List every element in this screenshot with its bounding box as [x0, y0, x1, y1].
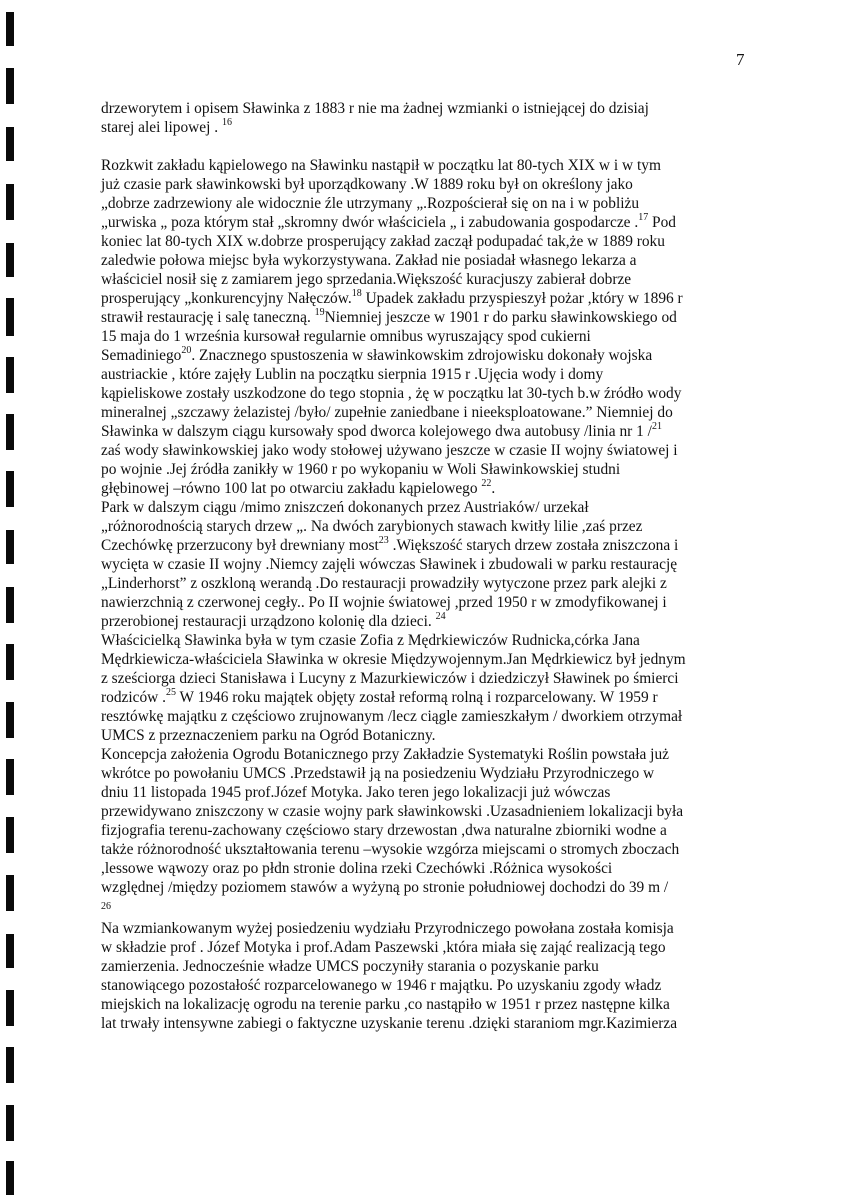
text-line: ,lessowe wąwozy oraz po płdn stronie dolina rzeki Czechówki .Różnica wysokości [101, 860, 613, 877]
text-line: zamierzenia. Jednocześnie władze UMCS poczyniły starania o pozyskanie parku [101, 958, 599, 975]
scan-margin-mark [6, 184, 14, 220]
paragraph [101, 919, 761, 1033]
text-line: względnej /między poziomem stawów a wyżyną po stronie południowej dochodzi do 39 m / [101, 879, 669, 896]
document-body [101, 99, 761, 1033]
scan-margin-mark [6, 817, 14, 853]
text-line: po wojnie .Jej źródła zanikły w 1960 r po wykopaniu w Woli Sławinkowskiej studni [101, 461, 621, 478]
text-line: z sześciorga dzieci Stanisława i Lucyny z Mazurkiewiczów i dziedziczył Sławinek po śmierci [101, 670, 679, 687]
text-line: głębinowej –równo 100 lat po otwarciu zakładu kąpielowego $^{22}$. [101, 478, 496, 497]
text-line: w składzie prof . Józef Motyka i prof.Adam Paszewski ,która miała się zająć realizacją tego [101, 939, 666, 956]
text-line: wkrótce po powołaniu UMCS .Przedstawił ją na posiedzeniu Wydziału Przyrodniczego w [101, 765, 655, 782]
footnote-ref: 25 [165, 687, 176, 698]
text-line: Czechówkę przerzucony był drewniany most$^{23}$ .Większość starych drzew została zniszczona i [101, 535, 679, 554]
text-line: koniec lat 80-tych XIX w.dobrze prosperujący zakład zaczął podupadać tak,że w 1889 roku [101, 233, 665, 250]
text-line: drzeworytem i opisem Sławinka z 1883 r nie ma żadnej wzmianki o istniejącej do dzisiaj [101, 100, 649, 117]
text-line: „różnorodnością starych drzew „. Na dwóch zarybionych stawach kwitły lilie ,zaś przez [101, 518, 643, 535]
scan-margin-mark [6, 127, 14, 161]
text-line: lat trwały intensywne zabiegi o faktyczne uzyskanie terenu .dzięki staraniom mgr.Kazimierza [101, 1015, 678, 1032]
text-line: starej alei lipowej . $^{16}$ [101, 117, 232, 136]
text-line: przerobionej restauracji urządzono kolonię dla dzieci. $^{24}$ [101, 611, 446, 630]
footnote-ref: 22 [481, 478, 492, 489]
paragraph [101, 631, 761, 745]
text-line [101, 897, 761, 919]
scan-margin-mark [6, 414, 14, 450]
text-line: Rozkwit zakładu kąpielowego na Sławinku nastąpił w początku lat 80-tych XIX w i w tym [101, 157, 661, 174]
footnote-ref: 23 [378, 535, 389, 546]
paragraph [101, 745, 761, 919]
text-line: Koncepcja założenia Ogrodu Botanicznego przy Zakładzie Systematyki Roślin powstała już [101, 746, 669, 763]
text-line: zaś wody sławinkowskiej jako wody stołowej używano jeszcze w czasie II wojny światowej i [101, 442, 678, 459]
footnote-ref: 24 [435, 611, 446, 622]
text-line: Mędrkiewicza-właściciela Sławinka w okresie Międzywojennym.Jan Mędrkiewicz był jednym [101, 651, 686, 668]
text-line: resztówkę majątku z częściowo zrujnowanym /lecz ciągle zamieszkałym / dworkiem otrzymał [101, 708, 683, 725]
text-line: „dobrze zadrzewiony ale widocznie źle utrzymany „.Rozpościerał się on na i w pobliżu [101, 195, 640, 212]
scan-margin-mark [6, 1161, 14, 1195]
scan-margin-mark [6, 471, 14, 507]
scan-margin-mark [6, 644, 14, 680]
text-line: UMCS z przeznaczeniem parku na Ogród Botaniczny. [101, 727, 436, 744]
text-line: mineralnej „szczawy żelazistej /było/ zupełnie zaniedbane i nieeksploatowane.” Niemniej do [101, 404, 673, 421]
footnote-ref: 16 [221, 117, 232, 128]
text-line: przewidywano zniszczony w czasie wojny park sławinkowski .Uzasadnieniem lokalizacji była [101, 803, 684, 820]
scan-margin-mark [6, 530, 14, 564]
text-line: rodziców .$^{25}$ W 1946 roku majątek objęty został reformą rolną i rozparcelowany. W 1959 r [101, 687, 658, 706]
text-line: Semadiniego$^{20}$. Znacznego spustoszenia w sławinkowskim zdrojowisku dokonały wojska [101, 345, 653, 364]
text-line: wycięta w czasie II wojny .Niemcy zajęli wówczas Sławinek i zbudowali w parku restaurację [101, 556, 678, 573]
text-line: już czasie park sławinkowski był uporządkowany .W 1889 roku był on określony jako [101, 176, 633, 193]
scan-margin-mark [6, 12, 14, 46]
footnote-ref: 17 [638, 212, 649, 223]
text-line: Właścicielką Sławinka była w tym czasie Zofia z Mędrkiewiczów Rudnicka,córka Jana [101, 632, 640, 649]
text-line: zaledwie połowa miejsc była wykorzystywana. Zakład nie posiadał własnego lekarza a [101, 252, 637, 269]
footnote-ref: 26 [101, 901, 111, 912]
scan-margin-mark [6, 587, 14, 623]
scan-margin-mark [6, 243, 14, 277]
scan-margin-mark [6, 68, 14, 104]
scan-margin-mark [6, 990, 14, 1026]
text-line: stanowiącego pozostałość rozparcelowanego w 1946 r majątku. Po uzyskaniu zgody władz [101, 977, 662, 994]
text-line: właściciel nosił się z zamiarem jego sprzedania.Większość kuracjuszy zabierał dobrze [101, 271, 632, 288]
scan-margin-mark [6, 759, 14, 795]
text-line: strawił restaurację i salę taneczną. $^{19}$Niemniej jeszcze w 1901 r do parku sławinkowskiego od [101, 307, 677, 326]
paragraph [101, 156, 761, 498]
footnote-ref: 21 [651, 421, 662, 432]
text-line: fizjografia terenu-zachowany częściowo stary drzewostan ,dwa naturalne zbiorniki wodne a [101, 822, 667, 839]
text-line: 15 maja do 1 września kursował regularnie omnibus wyruszający spod cukierni [101, 328, 591, 345]
paragraph [101, 99, 761, 137]
text-line: Sławinka w dalszym ciągu kursowały spod dworca kolejowego dwa autobusy /linia nr 1 /$^{21}$ [101, 421, 662, 440]
footnote-ref: 19 [314, 307, 325, 318]
scan-margin-mark [6, 1047, 14, 1083]
scan-margin-mark [6, 298, 14, 336]
text-line: austriackie , które zajęły Lublin na początku sierpnia 1915 r .Ujęcia wody i domy [101, 366, 604, 383]
scan-margin-mark [6, 1105, 14, 1141]
scan-margin-mark [6, 875, 14, 911]
text-line: także różnorodność ukształtowania terenu –wysokie wzgórza miejscami o stromych zboczach [101, 841, 680, 858]
scan-margin-mark [6, 357, 14, 393]
paragraph [101, 498, 761, 631]
text-line: dniu 11 listopada 1945 prof.Józef Motyka. Jako teren jego lokalizacji już wówczas [101, 784, 611, 801]
text-line: „urwiska „ poza którym stał „skromny dwór właściciela „ i zabudowania gospodarcze .$^{17}$ Pod [101, 212, 677, 231]
footnote-ref: 18 [351, 288, 362, 299]
text-line: „Linderhorst” z oszkloną werandą .Do restauracji prowadziły wytyczone przez park alejki z [101, 575, 667, 592]
text-line: miejskich na lokalizację ogrodu na terenie parku ,co nastąpiło w 1951 r przez następne kilka [101, 996, 670, 1013]
text-line: Na wzmiankowanym wyżej posiedzeniu wydziału Przyrodniczego powołana została komisja [101, 920, 674, 937]
text-line: prosperujący „konkurencyjny Nałęczów.$^{18}$ Upadek zakładu przyspieszył pożar ,który w 1896 r [101, 288, 683, 307]
footnote-ref: 20 [181, 345, 192, 356]
text-line: kąpieliskowe zostały uszkodzone do tego stopnia , żę w początku lat 30-tych b.w źródło wody [101, 385, 682, 402]
scan-margin-mark [6, 934, 14, 968]
text-line: nawierzchnią z czerwonej cegły.. Po II wojnie światowej ,przed 1950 r w zmodyfikowanej i [101, 594, 667, 611]
page-number: 7 [736, 50, 745, 69]
text-line: Park w dalszym ciągu /mimo zniszczeń dokonanych przez Austriaków/ urzekał [101, 499, 589, 516]
scan-margin-mark [6, 702, 14, 738]
